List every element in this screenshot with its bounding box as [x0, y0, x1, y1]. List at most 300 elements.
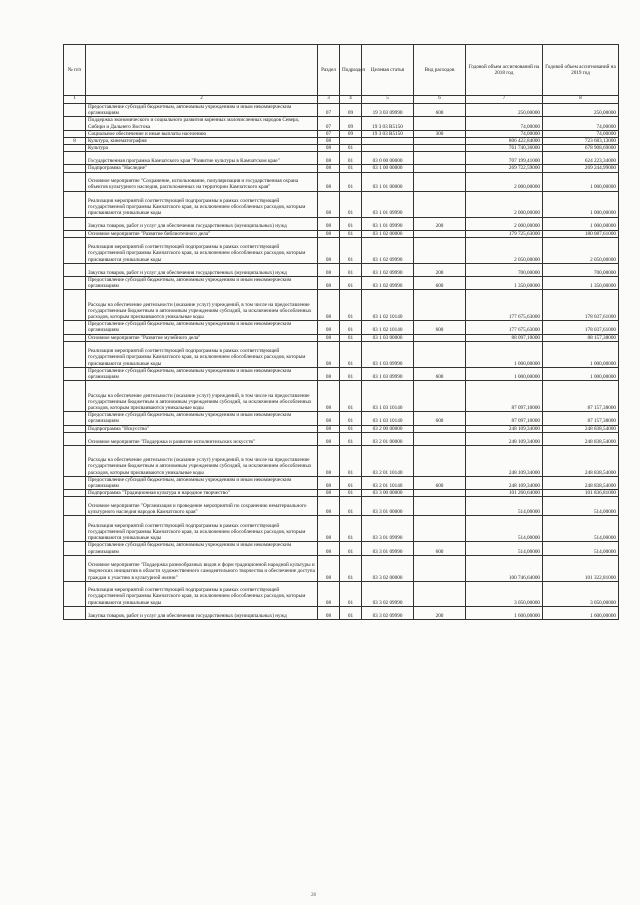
row-name-cell: Поддержка экономического и социального развития коренных малочисленных народов Севера, Сибири и Дальнего Востока — [86, 117, 318, 130]
table-row — [64, 542, 619, 555]
row-num-cell — [64, 117, 86, 130]
row-sum-2019-cell: 1 000,00000 — [543, 217, 619, 230]
row-num-cell — [64, 217, 86, 230]
row-num-cell — [64, 516, 86, 542]
row-csr-cell: 03 3 01 09990 — [362, 516, 414, 542]
row-razdel-cell: 08 — [318, 432, 340, 445]
row-sum-2019-cell: 1 000,00000 — [543, 367, 619, 380]
row-sum-2018-cell: 250,00000 — [466, 104, 543, 117]
column-number: 5 — [362, 96, 414, 104]
header-sum-2019: Годовой объем ассигнований на 2019 год — [543, 45, 619, 96]
row-num-cell — [64, 476, 86, 489]
row-vr-cell: 600 — [414, 276, 466, 289]
row-razdel-cell: 08 — [318, 412, 340, 425]
table-row — [64, 334, 619, 341]
row-csr-cell: 03 1 03 10140 — [362, 381, 414, 412]
column-number: 1 — [64, 96, 86, 104]
row-name-cell: Предоставление субсидий бюджетным, автономным учреждениям и иным некоммерческим организациям — [86, 321, 318, 334]
row-num-cell — [64, 334, 86, 341]
row-podrazdel-cell: 01 — [340, 581, 362, 606]
row-podrazdel-cell: 01 — [340, 290, 362, 321]
row-vr-cell — [414, 290, 466, 321]
row-sum-2019-cell: 624 223,34000 — [543, 152, 619, 165]
row-sum-2018-cell: 248 109,34000 — [466, 425, 543, 432]
row-num-cell — [64, 263, 86, 276]
row-sum-2018-cell: 514,00000 — [466, 542, 543, 555]
row-name-cell: Основное мероприятие "Поддержка разнообразных видов и форм традиционной народной культуры и творческих инициатив в области художественного самодеятельного творчества и обеспечение доступа граждан к участию в культурной жизни" — [86, 555, 318, 581]
row-name-cell: Закупка товаров, работ и услуг для обеспечения государственных (муниципальных) нужд — [86, 263, 318, 276]
table-row — [64, 145, 619, 152]
row-num-cell — [64, 130, 86, 137]
row-name-cell: Предоставление субсидий бюджетным, автономным учреждениям и иным некоммерческим организациям — [86, 276, 318, 289]
row-podrazdel-cell: 01 — [340, 555, 362, 581]
row-vr-cell: 600 — [414, 367, 466, 380]
row-sum-2019-cell: 514,00000 — [543, 542, 619, 555]
row-sum-2019-cell: 250,00000 — [543, 104, 619, 117]
row-podrazdel-cell: 01 — [340, 230, 362, 237]
row-podrazdel-cell: 09 — [340, 104, 362, 117]
row-razdel-cell: 08 — [318, 230, 340, 237]
table-row — [64, 341, 619, 367]
row-vr-cell — [414, 341, 466, 367]
row-sum-2019-cell: 1 000,00000 — [543, 341, 619, 367]
row-vr-cell — [414, 490, 466, 497]
row-sum-2018-cell: 2 050,00000 — [466, 237, 543, 263]
row-csr-cell: 03 1 02 10140 — [362, 321, 414, 334]
row-num-cell — [64, 341, 86, 367]
row-podrazdel-cell: 01 — [340, 432, 362, 445]
row-razdel-cell: 08 — [318, 152, 340, 165]
row-name-cell: Реализация мероприятий соответствующей подпрограммы в рамках соответствующей государственной программы Камчатского края, за исключением обособленных расходов, которым присваиваются уникальные коды — [86, 237, 318, 263]
row-vr-cell — [414, 445, 466, 476]
row-razdel-cell: 08 — [318, 334, 340, 341]
row-csr-cell: 03 1 02 09990 — [362, 276, 414, 289]
row-razdel-cell: 08 — [318, 581, 340, 606]
row-name-cell: Закупка товаров, работ и услуг для обеспечения государственных (муниципальных) нужд — [86, 217, 318, 230]
row-razdel-cell: 08 — [318, 263, 340, 276]
row-sum-2019-cell: 74,00000 — [543, 130, 619, 137]
header-sum-2018: Годовой объем ассигнований на 2018 год — [466, 45, 543, 96]
row-csr-cell — [362, 145, 414, 152]
table-row — [64, 381, 619, 412]
row-csr-cell: 03 3 00 00000 — [362, 490, 414, 497]
row-razdel-cell: 08 — [318, 555, 340, 581]
row-sum-2018-cell: 700,00000 — [466, 263, 543, 276]
row-vr-cell: 200 — [414, 606, 466, 619]
table-row — [64, 104, 619, 117]
row-podrazdel-cell: 01 — [340, 476, 362, 489]
row-num-cell — [64, 165, 86, 172]
column-number: 2 — [86, 96, 318, 104]
row-num-cell — [64, 230, 86, 237]
row-razdel-cell: 08 — [318, 276, 340, 289]
header-num: № п/п — [64, 45, 86, 96]
row-vr-cell — [414, 230, 466, 237]
row-podrazdel-cell: 01 — [340, 172, 362, 191]
row-sum-2018-cell: 2 000,00000 — [466, 217, 543, 230]
row-sum-2018-cell: 707 199,41000 — [466, 152, 543, 165]
row-name-cell: Основное мероприятие "Развитие библиотечного дела" — [86, 230, 318, 237]
table-row — [64, 172, 619, 191]
row-podrazdel-cell: 01 — [340, 276, 362, 289]
row-vr-cell: 300 — [414, 130, 466, 137]
row-vr-cell: 200 — [414, 263, 466, 276]
row-num-cell: 8 — [64, 138, 86, 145]
row-csr-cell: 03 0 00 00000 — [362, 152, 414, 165]
row-sum-2018-cell: 1 350,00000 — [466, 276, 543, 289]
row-sum-2019-cell: 178 037,61000 — [543, 321, 619, 334]
row-sum-2018-cell: 248 109,34000 — [466, 476, 543, 489]
row-num-cell — [64, 445, 86, 476]
row-razdel-cell: 07 — [318, 130, 340, 137]
row-razdel-cell: 08 — [318, 381, 340, 412]
row-vr-cell: 600 — [414, 321, 466, 334]
row-sum-2018-cell: 1 000,00000 — [466, 367, 543, 380]
row-csr-cell: 03 1 01 09990 — [362, 217, 414, 230]
row-num-cell — [64, 497, 86, 516]
table-row — [64, 555, 619, 581]
row-num-cell — [64, 542, 86, 555]
row-sum-2019-cell: 101 836,81000 — [543, 490, 619, 497]
row-vr-cell — [414, 497, 466, 516]
row-podrazdel-cell: 01 — [340, 606, 362, 619]
header-csr: Целевая статья — [362, 45, 414, 96]
row-csr-cell: 03 1 00 00000 — [362, 165, 414, 172]
table-row — [64, 152, 619, 165]
row-name-cell: Реализация мероприятий соответствующей подпрограммы в рамках соответствующей государственной программы Камчатского края, за исключением обособленных расходов, которым присваиваются уникальные коды — [86, 191, 318, 217]
row-csr-cell: 03 1 02 10140 — [362, 290, 414, 321]
row-razdel-cell: 08 — [318, 341, 340, 367]
row-sum-2019-cell: 1 350,00000 — [543, 276, 619, 289]
row-name-cell: Основное мероприятие "Развитие музейного дела" — [86, 334, 318, 341]
row-podrazdel-cell: 01 — [340, 145, 362, 152]
row-num-cell — [64, 191, 86, 217]
row-razdel-cell: 08 — [318, 165, 340, 172]
row-sum-2018-cell: 248 109,34000 — [466, 432, 543, 445]
row-podrazdel-cell: 01 — [340, 412, 362, 425]
table-row — [64, 490, 619, 497]
row-razdel-cell: 08 — [318, 367, 340, 380]
row-sum-2019-cell: 269 244,99000 — [543, 165, 619, 172]
row-name-cell: Предоставление субсидий бюджетным, автономным учреждениям и иным некоммерческим организациям — [86, 367, 318, 380]
row-razdel-cell: 08 — [318, 476, 340, 489]
row-sum-2018-cell: 74,00000 — [466, 117, 543, 130]
row-sum-2019-cell: 700,00000 — [543, 263, 619, 276]
row-podrazdel-cell: 01 — [340, 237, 362, 263]
row-name-cell: Подпрограмма "Искусство" — [86, 425, 318, 432]
row-podrazdel-cell: 01 — [340, 263, 362, 276]
row-csr-cell: 03 3 02 00000 — [362, 555, 414, 581]
row-csr-cell: 03 1 03 10140 — [362, 412, 414, 425]
row-sum-2018-cell: 101 260,64000 — [466, 490, 543, 497]
table-row — [64, 263, 619, 276]
row-sum-2019-cell: 87 157,38000 — [543, 412, 619, 425]
row-vr-cell: 600 — [414, 104, 466, 117]
row-csr-cell: 03 1 02 00000 — [362, 230, 414, 237]
table-row — [64, 165, 619, 172]
row-csr-cell: 03 2 01 10140 — [362, 476, 414, 489]
row-num-cell — [64, 432, 86, 445]
row-sum-2019-cell: 101 322,81000 — [543, 555, 619, 581]
table-row — [64, 367, 619, 380]
row-csr-cell: 03 1 03 09990 — [362, 341, 414, 367]
row-sum-2018-cell: 3 050,00000 — [466, 581, 543, 606]
row-vr-cell — [414, 555, 466, 581]
row-name-cell: Предоставление субсидий бюджетным, автономным учреждениям и иным некоммерческим организациям — [86, 542, 318, 555]
row-num-cell — [64, 237, 86, 263]
row-podrazdel-cell: 01 — [340, 381, 362, 412]
row-num-cell — [64, 555, 86, 581]
row-vr-cell — [414, 334, 466, 341]
row-sum-2018-cell: 761 740,36000 — [466, 145, 543, 152]
row-razdel-cell: 08 — [318, 516, 340, 542]
row-razdel-cell: 08 — [318, 425, 340, 432]
row-csr-cell — [362, 138, 414, 145]
row-razdel-cell: 08 — [318, 191, 340, 217]
row-vr-cell — [414, 172, 466, 191]
row-razdel-cell: 08 — [318, 490, 340, 497]
row-num-cell — [64, 145, 86, 152]
table-row — [64, 276, 619, 289]
row-name-cell: Предоставление субсидий бюджетным, автономным учреждениям и иным некоммерческим организациям — [86, 104, 318, 117]
row-sum-2019-cell: 678 908,69000 — [543, 145, 619, 152]
row-num-cell — [64, 104, 86, 117]
row-name-cell: Государственная программа Камчатского края "Развитие культуры в Камчатском крае" — [86, 152, 318, 165]
row-sum-2018-cell: 514,00000 — [466, 497, 543, 516]
table-row — [64, 237, 619, 263]
table-row — [64, 217, 619, 230]
column-number: 6 — [414, 96, 466, 104]
row-vr-cell — [414, 237, 466, 263]
row-sum-2019-cell: 248 838,54000 — [543, 445, 619, 476]
row-name-cell: Основное мероприятие "Сохранение, использование, популяризация и государственная охрана объектов культурного наследия, расположенных на территории Камчатского края" — [86, 172, 318, 191]
row-sum-2018-cell: 177 675,63000 — [466, 321, 543, 334]
row-sum-2018-cell: 100 746,64000 — [466, 555, 543, 581]
row-sum-2018-cell: 87 097,10000 — [466, 381, 543, 412]
row-sum-2019-cell: 88 157,38000 — [543, 334, 619, 341]
row-podrazdel-cell: 01 — [340, 542, 362, 555]
row-podrazdel-cell: 01 — [340, 516, 362, 542]
row-vr-cell — [414, 191, 466, 217]
table-row — [64, 117, 619, 130]
row-csr-cell: 19 3 03 R5150 — [362, 130, 414, 137]
row-name-cell: Культура — [86, 145, 318, 152]
row-vr-cell — [414, 165, 466, 172]
row-podrazdel-cell: 01 — [340, 191, 362, 217]
row-num-cell — [64, 581, 86, 606]
row-razdel-cell: 08 — [318, 138, 340, 145]
table-row — [64, 516, 619, 542]
row-sum-2019-cell: 248 838,54000 — [543, 432, 619, 445]
row-csr-cell: 03 1 02 09990 — [362, 237, 414, 263]
header-vr: Вид расходов — [414, 45, 466, 96]
row-podrazdel-cell: 01 — [340, 497, 362, 516]
row-vr-cell — [414, 152, 466, 165]
row-razdel-cell: 08 — [318, 606, 340, 619]
row-sum-2018-cell: 269 722,59000 — [466, 165, 543, 172]
row-sum-2019-cell: 87 157,38000 — [543, 381, 619, 412]
row-podrazdel-cell: 09 — [340, 130, 362, 137]
row-podrazdel-cell: 01 — [340, 321, 362, 334]
row-razdel-cell: 08 — [318, 172, 340, 191]
row-razdel-cell: 08 — [318, 145, 340, 152]
row-csr-cell: 03 3 01 09990 — [362, 542, 414, 555]
row-sum-2019-cell: 1 000,00000 — [543, 191, 619, 217]
row-num-cell — [64, 490, 86, 497]
page-number: 28 — [311, 893, 316, 898]
row-name-cell: Реализация мероприятий соответствующей подпрограммы в рамках соответствующей государственной программы Камчатского края, за исключением обособленных расходов, которым присваиваются уникальные коды — [86, 341, 318, 367]
row-razdel-cell: 08 — [318, 290, 340, 321]
header-podrazdel: Подраздел — [340, 45, 362, 96]
row-podrazdel-cell: 09 — [340, 117, 362, 130]
row-num-cell — [64, 412, 86, 425]
row-num-cell — [64, 606, 86, 619]
column-number: 4 — [340, 96, 362, 104]
table-row — [64, 290, 619, 321]
row-podrazdel-cell: 01 — [340, 425, 362, 432]
row-num-cell — [64, 290, 86, 321]
row-csr-cell: 19 3 03 R5150 — [362, 117, 414, 130]
row-name-cell: Реализация мероприятий соответствующей подпрограммы в рамках соответствующей государственной программы Камчатского края, за исключением обособленных расходов, которым присваиваются уникальные коды — [86, 516, 318, 542]
row-num-cell — [64, 381, 86, 412]
row-razdel-cell: 08 — [318, 217, 340, 230]
table-row — [64, 425, 619, 432]
row-podrazdel-cell: 01 — [340, 367, 362, 380]
row-vr-cell — [414, 138, 466, 145]
budget-table — [63, 44, 619, 620]
row-num-cell — [64, 172, 86, 191]
row-name-cell: Реализация мероприятий соответствующей подпрограммы в рамках соответствующей государственной программы Камчатского края, за исключением обособленных расходов, которым присваиваются уникальные коды — [86, 581, 318, 606]
row-vr-cell: 600 — [414, 542, 466, 555]
row-sum-2019-cell: 723 683,13000 — [543, 138, 619, 145]
row-vr-cell — [414, 117, 466, 130]
table-row — [64, 130, 619, 137]
row-podrazdel-cell: 01 — [340, 445, 362, 476]
row-razdel-cell: 07 — [318, 117, 340, 130]
header-razdel: Раздел — [318, 45, 340, 96]
row-sum-2019-cell: 2 050,00000 — [543, 237, 619, 263]
table-row — [64, 230, 619, 237]
row-sum-2018-cell: 806 422,84000 — [466, 138, 543, 145]
row-num-cell — [64, 152, 86, 165]
row-sum-2019-cell: 514,00000 — [543, 516, 619, 542]
column-number: 7 — [466, 96, 543, 104]
row-csr-cell: 03 1 01 09990 — [362, 191, 414, 217]
table-row — [64, 581, 619, 606]
row-name-cell: Расходы на обеспечение деятельности (оказание услуг) учреждений, в том числе на предоставление государственным бюджетным и автономным учреждениям субсидий, за исключением обособленных расходов, которым присваиваются уникальные коды — [86, 381, 318, 412]
row-sum-2018-cell: 2 000,00000 — [466, 191, 543, 217]
row-vr-cell — [414, 516, 466, 542]
row-name-cell: Расходы на обеспечение деятельности (оказание услуг) учреждений, в том числе на предоставление государственным бюджетным и автономным учреждениям субсидий, за исключением обособленных расходов, которым присваиваются уникальные коды — [86, 290, 318, 321]
row-sum-2019-cell: 178 037,61000 — [543, 290, 619, 321]
row-sum-2019-cell: 514,00000 — [543, 497, 619, 516]
row-vr-cell: 200 — [414, 217, 466, 230]
row-name-cell: Подпрограмма "Наследие" — [86, 165, 318, 172]
row-csr-cell: 03 3 02 09990 — [362, 606, 414, 619]
row-sum-2019-cell: 1 600,00000 — [543, 606, 619, 619]
row-podrazdel-cell: 01 — [340, 152, 362, 165]
row-sum-2019-cell: 3 050,00000 — [543, 581, 619, 606]
row-csr-cell: 03 3 01 00000 — [362, 497, 414, 516]
row-name-cell: Расходы на обеспечение деятельности (оказание услуг) учреждений, в том числе на предоставление государственным бюджетным и автономным учреждениям субсидий, за исключением обособленных расходов, которым присваиваются уникальные коды — [86, 445, 318, 476]
row-vr-cell — [414, 432, 466, 445]
row-podrazdel-cell: 01 — [340, 341, 362, 367]
row-name-cell: Предоставление субсидий бюджетным, автономным учреждениям и иным некоммерческим организациям — [86, 476, 318, 489]
row-sum-2018-cell: 177 675,63000 — [466, 290, 543, 321]
row-razdel-cell: 08 — [318, 542, 340, 555]
row-name-cell: Закупка товаров, работ и услуг для обеспечения государственных (муниципальных) нужд — [86, 606, 318, 619]
row-sum-2018-cell: 88 097,10000 — [466, 334, 543, 341]
table-row — [64, 191, 619, 217]
row-podrazdel-cell — [340, 138, 362, 145]
row-csr-cell: 03 1 03 00000 — [362, 334, 414, 341]
row-sum-2018-cell: 87 097,10000 — [466, 412, 543, 425]
header-name — [86, 45, 318, 96]
row-sum-2018-cell: 74,00000 — [466, 130, 543, 137]
row-num-cell — [64, 367, 86, 380]
row-razdel-cell: 07 — [318, 104, 340, 117]
row-num-cell — [64, 425, 86, 432]
row-razdel-cell: 08 — [318, 237, 340, 263]
row-vr-cell — [414, 581, 466, 606]
table-header-row — [64, 45, 619, 96]
table-row — [64, 432, 619, 445]
row-num-cell — [64, 321, 86, 334]
row-name-cell: Основное мероприятие "Организация и проведение мероприятий по сохранению нематериального культурного наследия народов Камчатского края" — [86, 497, 318, 516]
row-podrazdel-cell: 01 — [340, 217, 362, 230]
table-row — [64, 412, 619, 425]
row-razdel-cell: 08 — [318, 321, 340, 334]
row-name-cell: Основное мероприятие "Поддержка и развитие исполнительских искусств" — [86, 432, 318, 445]
row-vr-cell — [414, 425, 466, 432]
row-razdel-cell: 08 — [318, 497, 340, 516]
row-sum-2018-cell: 2 000,00000 — [466, 172, 543, 191]
row-name-cell: Предоставление субсидий бюджетным, автономным учреждениям и иным некоммерческим организациям — [86, 412, 318, 425]
row-sum-2019-cell: 180 087,61000 — [543, 230, 619, 237]
row-razdel-cell: 08 — [318, 445, 340, 476]
row-csr-cell: 03 1 01 00000 — [362, 172, 414, 191]
row-sum-2018-cell: 1 600,00000 — [466, 606, 543, 619]
row-vr-cell: 600 — [414, 412, 466, 425]
row-podrazdel-cell: 01 — [340, 334, 362, 341]
row-sum-2018-cell: 1 000,00000 — [466, 341, 543, 367]
row-sum-2018-cell: 248 109,34000 — [466, 445, 543, 476]
row-vr-cell: 600 — [414, 476, 466, 489]
column-number: 3 — [318, 96, 340, 104]
row-csr-cell: 19 3 03 09990 — [362, 104, 414, 117]
row-sum-2018-cell: 179 725,63000 — [466, 230, 543, 237]
row-name-cell: Подпрограмма "Традиционная культура и народное творчество" — [86, 490, 318, 497]
row-name-cell: Культура, кинематография — [86, 138, 318, 145]
row-csr-cell: 03 2 01 00000 — [362, 432, 414, 445]
row-vr-cell — [414, 381, 466, 412]
row-csr-cell: 03 2 01 10140 — [362, 445, 414, 476]
row-num-cell — [64, 276, 86, 289]
table-row — [64, 445, 619, 476]
row-sum-2018-cell: 514,00000 — [466, 516, 543, 542]
row-sum-2019-cell: 1 000,00000 — [543, 172, 619, 191]
table-row — [64, 476, 619, 489]
row-vr-cell — [414, 145, 466, 152]
row-sum-2019-cell: 248 838,54000 — [543, 476, 619, 489]
row-podrazdel-cell: 01 — [340, 165, 362, 172]
row-csr-cell: 03 2 00 00000 — [362, 425, 414, 432]
table-row — [64, 606, 619, 619]
row-sum-2019-cell: 74,00000 — [543, 117, 619, 130]
column-number: 8 — [543, 96, 619, 104]
table-row — [64, 497, 619, 516]
column-number-row — [64, 96, 619, 104]
